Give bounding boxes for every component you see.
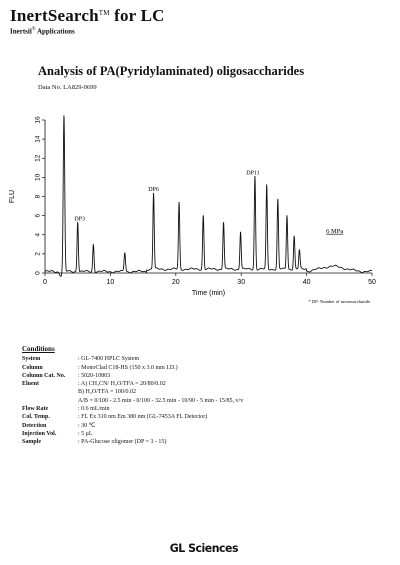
y-tick-label: 14 — [34, 135, 42, 143]
y-tick-label: 16 — [34, 116, 42, 124]
condition-value: : 0.6 mL/min — [78, 406, 110, 413]
brand-title — [10, 6, 165, 26]
page-title: Analysis of PA(Pyridylaminated) oligosaccharides — [38, 64, 305, 78]
y-tick-label: 6 — [34, 213, 42, 218]
y-tick-label: 4 — [34, 232, 42, 237]
condition-label: Col. Temp. — [22, 414, 50, 421]
conditions-table — [22, 355, 243, 446]
y-tick-label: 8 — [34, 194, 42, 199]
condition-row — [22, 364, 243, 372]
condition-value: : 30 ℃ — [78, 422, 96, 429]
x-tick-label: 0 — [43, 279, 47, 286]
condition-row — [22, 422, 243, 430]
condition-value: : 5020-10803 — [78, 372, 111, 379]
y-tick-label: 0 — [34, 271, 42, 275]
chart-annotations — [74, 171, 343, 235]
condition-row — [22, 355, 243, 363]
x-tick-label: 10 — [106, 279, 115, 286]
y-axis-label: FLU — [9, 189, 16, 204]
condition-row — [22, 430, 243, 438]
y-tick-label: 10 — [34, 173, 42, 181]
condition-label — [22, 397, 78, 405]
brand-name: InertSearch — [10, 6, 99, 25]
chart-ticks — [35, 116, 376, 286]
y-tick-label: 2 — [34, 252, 42, 256]
condition-row — [22, 388, 243, 396]
chart-footnote: * DP: Number of monosaccharide — [308, 299, 370, 304]
sub-brand-suffix: Applications — [35, 27, 75, 36]
condition-value: A/B = 0/100 - 2.5 min - 0/100 - 32.5 min - 10/90 - 5 min - 15/85, v/v — [78, 397, 244, 404]
condition-row — [22, 380, 243, 388]
condition-value: B) H₂O/TFA = 100/0.02 — [78, 389, 137, 396]
condition-row — [22, 372, 243, 380]
condition-value: : GL-7400 HPLC System — [78, 356, 140, 363]
x-axis-label: Time (min) — [191, 290, 226, 297]
condition-label — [22, 388, 78, 396]
condition-label: Eluent — [22, 381, 40, 388]
condition-label: Column Cat. No. — [22, 372, 66, 379]
x-tick-label: 30 — [237, 279, 246, 286]
sub-brand-name: Inertsil — [10, 27, 32, 36]
conditions-heading: Conditions — [22, 345, 55, 353]
y-tick-label: 12 — [34, 154, 42, 162]
condition-label: Flow Rate — [22, 406, 49, 413]
chromatogram-trace — [45, 115, 372, 276]
condition-row — [22, 413, 243, 421]
chromatogram-chart — [0, 108, 400, 313]
brand-subtitle — [10, 27, 75, 35]
peak-annotation: DP11 — [246, 170, 260, 177]
x-tick-label: 50 — [368, 279, 376, 286]
condition-row — [22, 405, 243, 413]
conditions-section — [22, 345, 243, 447]
condition-value: : 5 μL — [78, 430, 93, 437]
condition-value: : MonoClad C18-HS (150 x 3.0 mm I.D.) — [78, 364, 178, 371]
condition-label: Detection — [22, 422, 47, 429]
peak-annotation: 6 MPa — [326, 227, 344, 235]
registered-symbol: ® — [31, 27, 36, 32]
peak-annotation: DP3 — [74, 216, 85, 223]
x-tick-label: 20 — [171, 279, 180, 286]
gl-sciences-logo: GL Sciences — [169, 541, 238, 555]
brand-suffix: for LC — [109, 6, 165, 25]
data-number: Data No. LA829-0699 — [38, 84, 97, 91]
condition-row — [22, 397, 243, 405]
condition-label: System — [22, 356, 41, 363]
condition-label: Injection Vol. — [22, 430, 57, 437]
peak-annotation: DP6 — [148, 186, 159, 193]
x-tick-label: 40 — [302, 279, 311, 286]
trademark-symbol: TM — [98, 9, 110, 17]
condition-value: : FL Ex 310 nm Em 380 nm (GL-7453A FL Detector) — [78, 414, 208, 421]
condition-label: Sample — [22, 439, 42, 446]
condition-row — [22, 438, 243, 446]
condition-value: : A) CH₃CN/ H₂O/TFA = 20/80/0.02 — [78, 381, 166, 388]
condition-label: Column — [22, 364, 43, 371]
condition-value: : PA-Glucose oligomer (DP = 3 - 15) — [78, 439, 167, 446]
